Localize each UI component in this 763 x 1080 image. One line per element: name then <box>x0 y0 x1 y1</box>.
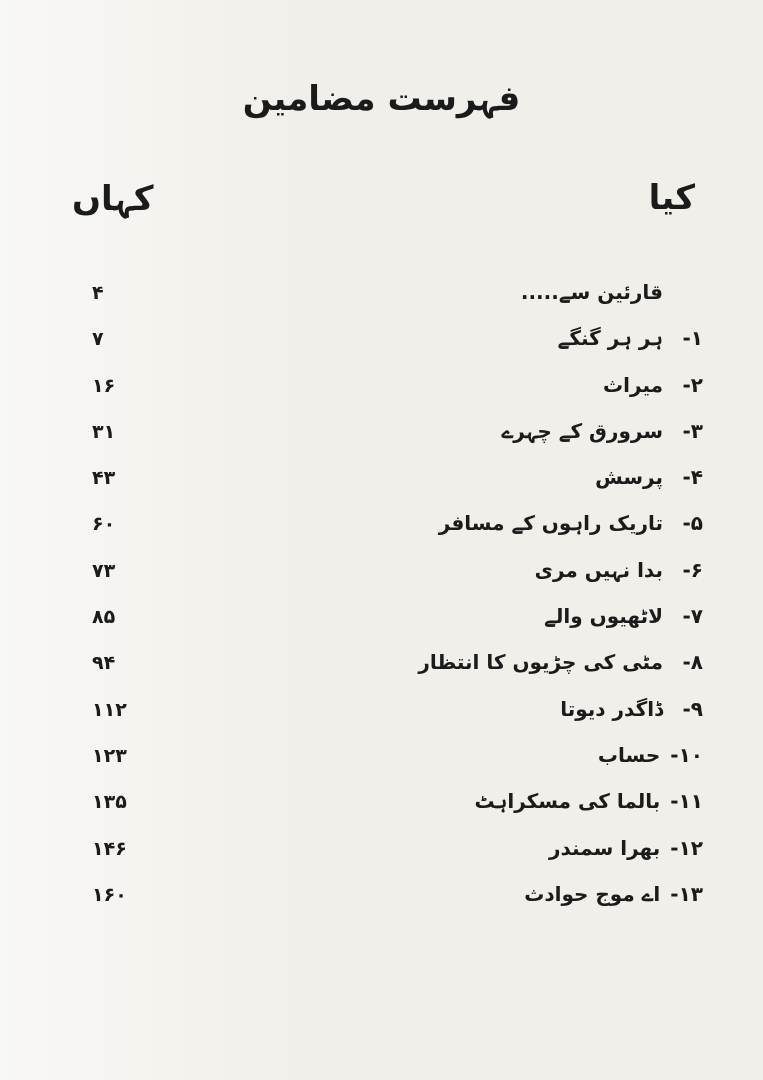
entry-title: مٹی کی چڑیوں کا انتظار <box>418 650 663 675</box>
entry-page-number: ۱۴۶ <box>92 837 127 860</box>
toc-row <box>0 836 763 882</box>
entry-title: اے موج حوادث <box>524 881 661 906</box>
entry-number: ۵- <box>682 511 703 536</box>
toc-row <box>0 419 763 465</box>
toc-row <box>0 280 763 326</box>
toc-entry <box>439 511 703 535</box>
entry-page-number: ۱۶۰ <box>92 883 127 906</box>
entry-page-number: ۱۶ <box>92 374 116 397</box>
entry-title: قارئین سے..... <box>520 280 663 304</box>
toc-entry <box>501 419 703 443</box>
entry-number: ۶- <box>682 557 703 582</box>
toc-entry <box>560 697 703 721</box>
entry-page-number: ۴۳ <box>92 467 116 490</box>
entry-title: تاریک راہوں کے مسافر <box>438 511 663 536</box>
toc-row <box>0 650 763 696</box>
entry-title: سرورق کے چہرے <box>501 418 663 443</box>
toc-entry <box>524 882 703 906</box>
toc-entry <box>558 326 703 350</box>
entry-page-number: ۴ <box>92 282 104 304</box>
entry-number: ۲- <box>682 372 703 397</box>
toc-entry <box>598 743 703 767</box>
toc-row <box>0 511 763 557</box>
entry-page-number: ۱۱۲ <box>92 698 127 721</box>
entry-number: ۴- <box>682 465 703 490</box>
toc-row <box>0 373 763 419</box>
toc-row <box>0 326 763 372</box>
entry-title: بدا نہیں مری <box>534 557 663 582</box>
toc-row <box>0 465 763 511</box>
toc-entry <box>603 373 703 397</box>
entry-number: ۹- <box>682 696 703 721</box>
entry-number: ۳- <box>682 418 703 443</box>
toc-entry <box>549 836 703 860</box>
entry-page-number: ۳۱ <box>92 420 116 443</box>
entry-number: ۱۳- <box>670 881 703 906</box>
entry-page-number: ۱۲۳ <box>92 744 127 767</box>
toc-row <box>0 697 763 743</box>
entry-title: بھرا سمندر <box>548 835 661 860</box>
toc-row <box>0 789 763 835</box>
column-heading-where: کہاں <box>72 179 154 219</box>
entry-number: ۷- <box>682 604 703 629</box>
column-heading-what: کیا <box>648 178 695 218</box>
table-of-contents <box>0 280 763 928</box>
toc-row <box>0 743 763 789</box>
entry-page-number: ۹۴ <box>92 652 116 675</box>
entry-page-number: ۷ <box>92 328 104 351</box>
toc-row <box>0 558 763 604</box>
entry-title: ڈاگدر دیوتا <box>560 696 663 721</box>
entry-number: ۱۰- <box>670 742 703 767</box>
toc-entry <box>535 558 703 582</box>
toc-entry <box>474 789 703 813</box>
entry-page-number: ۷۳ <box>92 559 116 582</box>
toc-entry <box>418 650 703 674</box>
entry-title: میراث <box>603 372 663 397</box>
entry-number: ۱۲- <box>670 835 703 860</box>
entry-title: حساب <box>597 742 661 767</box>
entry-number: ۸- <box>682 650 703 675</box>
toc-entry <box>544 604 703 628</box>
entry-page-number: ۶۰ <box>92 513 116 536</box>
entry-title: ہر ہر گنگے <box>557 326 663 351</box>
page-title: فہرست مضامین <box>242 79 521 119</box>
entry-title: بالما کی مسکراہٹ <box>474 789 661 814</box>
toc-entry <box>595 465 703 489</box>
toc-row <box>0 604 763 650</box>
entry-title: پرسش <box>595 465 663 490</box>
toc-row <box>0 882 763 928</box>
entry-page-number: ۱۳۵ <box>92 791 127 814</box>
entry-page-number: ۸۵ <box>92 606 116 629</box>
toc-entry <box>521 280 703 304</box>
entry-number: ۱- <box>682 326 703 351</box>
entry-number: ۱۱- <box>670 789 703 814</box>
entry-title: لاٹھیوں والے <box>544 604 663 629</box>
